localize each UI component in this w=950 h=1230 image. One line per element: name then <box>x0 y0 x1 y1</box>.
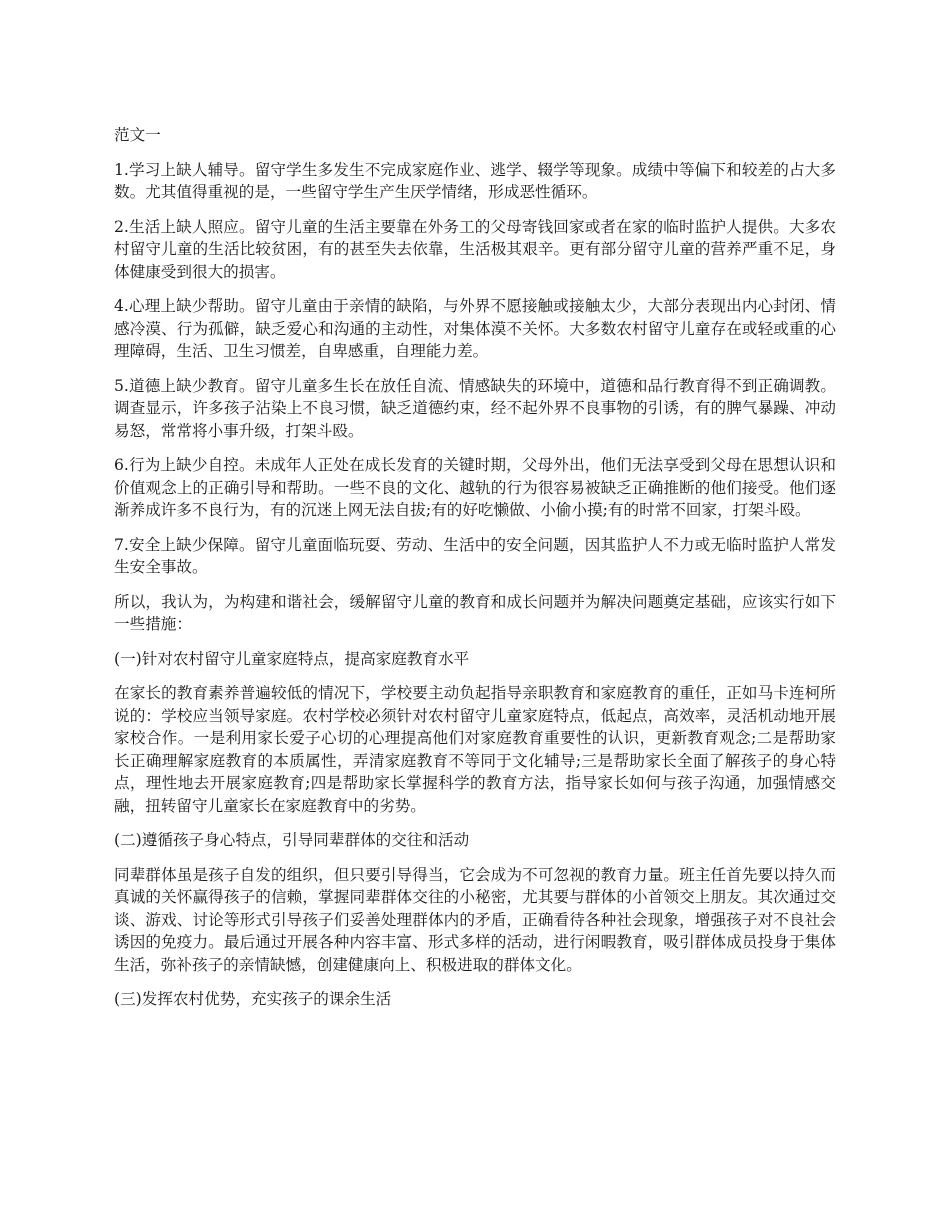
section-heading-3: (三)发挥农村优势，充实孩子的课余生活 <box>114 990 392 1008</box>
section-heading-2: (二)遵循孩子身心特点，引导同辈群体的交往和活动 <box>114 831 470 849</box>
document-title: 范文一 <box>114 126 161 144</box>
paragraph-living: 2.生活上缺人照应。留守儿童的生活主要靠在外务工的父母寄钱回家或者在家的临时监护人提供。大多农村留守儿童的生活比较贫困，有的甚至失去依靠，生活极其艰辛。更有部分留守儿童的营养严重不足，身体健康受到很大的损害。 <box>114 217 836 281</box>
paragraph-peer-group: 同辈群体虽是孩子自发的组织，但只要引导得当，它会成为不可忽视的教育力量。班主任首先要以持久而真诚的关怀赢得孩子的信赖，掌握同辈群体交往的小秘密，尤其要与群体的小首领交上朋友。其次通过交谈、游戏、讨论等形式引导孩子们妥善处理群体内的矛盾，正确看待各种社会现象，增强孩子对不良社会诱因的免疫力。最后通过开展各种内容丰富、形式多样的活动，进行闲暇教育，吸引群体成员投身于集体生活，弥补孩子的亲情缺憾，创建健康向上、积极进取的群体文化。 <box>114 865 836 974</box>
document-body <box>114 124 836 1023</box>
paragraph-family-education: 在家长的教育素养普遍较低的情况下，学校要主动负起指导亲职教育和家庭教育的重任，正如马卡连柯所说的：学校应当领导家庭。农村学校必须针对农村留守儿童家庭特点，低起点，高效率，灵活机动地开展家校合作。一是利用家长爱子心切的心理提高他们对家庭教育重要性的认识，更新教育观念;二是帮助家长正确理解家庭教育的本质属性，弄清家庭教育不等同于文化辅导;三是帮助家长全面了解孩子的身心特点，理性地去开展家庭教育;四是帮助家长掌握科学的教育方法，指导家长如何与孩子沟通，加强情感交融，扭转留守儿童家长在家庭教育中的劣势。 <box>114 684 836 815</box>
section-heading-1: (一)针对农村留守儿童家庭特点，提高家庭教育水平 <box>114 649 470 668</box>
paragraph-learning: 1.学习上缺人辅导。留守学生多发生不完成家庭作业、逃学、辍学等现象。成绩中等偏下和较差的占大多数。尤其值得重视的是，一些留守学生产生厌学情绪，形成恶性循环。 <box>114 160 836 201</box>
paragraph-safety: 7.安全上缺少保障。留守儿童面临玩耍、劳动、生活中的安全问题，因其监护人不力或无临时监护人常发生安全事故。 <box>114 535 836 576</box>
paragraph-psychology: 4.心理上缺少帮助。留守儿童由于亲情的缺陷，与外界不愿接触或接触太少，大部分表现出内心封闭、情感冷漠、行为孤僻，缺乏爱心和沟通的主动性，对集体漠不关怀。大多数农村留守儿童存在或轻或重的心理障碍，生活、卫生习惯差，自卑感重，自理能力差。 <box>114 297 836 360</box>
paragraph-conclusion: 所以，我认为，为构建和谐社会，缓解留守儿童的教育和成长问题并为解决问题奠定基础，应该实行如下一些措施： <box>114 592 836 633</box>
paragraph-behavior: 6.行为上缺少自控。未成年人正处在成长发育的关键时期，父母外出，他们无法享受到父母在思想认识和价值观念上的正确引导和帮助。一些不良的文化、越轨的行为很容易被缺乏正确推断的他们接受。他们逐渐养成许多不良行为，有的沉迷上网无法自拔;有的好吃懒做、小偷小摸;有的时常不回家，打架斗殴。 <box>114 456 836 519</box>
paragraph-morality: 5.道德上缺少教育。留守儿童多生长在放任自流、情感缺失的环境中，道德和品行教育得不到正确调教。调查显示，许多孩子沾染上不良习惯，缺乏道德约束，经不起外界不良事物的引诱，有的脾气暴躁、冲动易怒，常常将小事升级，打架斗殴。 <box>114 376 836 440</box>
